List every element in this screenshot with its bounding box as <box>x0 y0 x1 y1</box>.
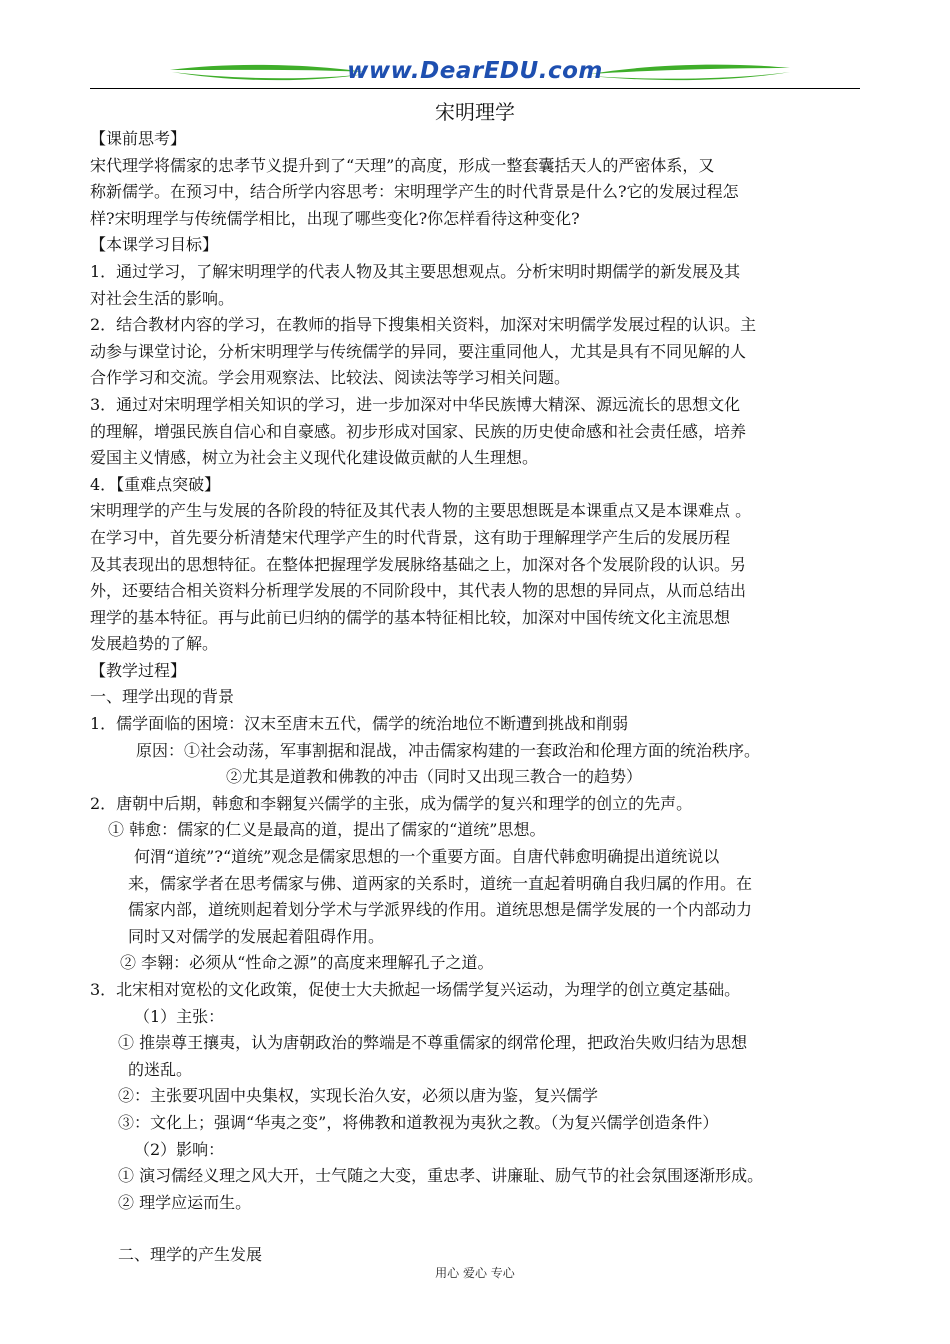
paragraph-line: 动参与课堂讨论，分析宋明理学与传统儒学的异同，要注重同他人，尤其是具有不同见解的人 <box>90 341 747 361</box>
paragraph-line: ② 理学应运而生。 <box>118 1192 252 1212</box>
paragraph-line: 的理解，增强民族自信心和自豪感。初步形成对国家、民族的历史使命感和社会责任感，培养 <box>90 421 747 441</box>
paragraph-line: ② 李翱：必须从“性命之源”的高度来理解孔子之道。 <box>120 953 494 973</box>
paragraph-line: 在学习中，首先要分析清楚宋代理学产生的时代背景，这有助于理解理学产生后的发展历程 <box>90 527 731 547</box>
paragraph-line: 称新儒学。在预习中，结合所学内容思考：宋明理学产生的时代背景是什么?它的发展过程怎 <box>90 182 739 202</box>
paragraph-line: 发展趋势的了解。 <box>90 634 219 654</box>
paragraph-line: 3．通过对宋明理学相关知识的学习，进一步加深对中华民族博大精深、源远流长的思想文化 <box>90 394 741 414</box>
paragraph-line: ① 演习儒经义理之风大开，士气随之大变，重忠孝、讲廉耻、励气节的社会氛围逐渐形成。 <box>118 1166 764 1186</box>
paragraph-line: 的迷乱。 <box>128 1059 193 1079</box>
paragraph-line: 儒家内部，道统则起着划分学术与学派界线的作用。道统思想是儒学发展的一个内部动力 <box>128 900 753 920</box>
blank-line <box>90 1216 865 1242</box>
site-banner <box>90 56 860 90</box>
paragraph-line: 及其表现出的思想特征。在整体把握理学发展脉络基础之上，加深对各个发展阶段的认识。另 <box>90 554 747 574</box>
paragraph-line: 1．通过学习，了解宋明理学的代表人物及其主要思想观点。分析宋明时期儒学的新发展及其 <box>90 261 741 281</box>
subsection-heading: 二、理学的产生发展 <box>118 1245 263 1265</box>
paragraph-line: （2）影响： <box>134 1139 225 1159</box>
paragraph-line: 2．结合教材内容的学习，在教师的指导下搜集相关资料，加深对宋明儒学发展过程的认识。主 <box>90 315 757 335</box>
paragraph-line: ① 推崇尊王攘夷，认为唐朝政治的弊端是不尊重儒家的纲常伦理，把政治失败归结为思想 <box>118 1033 748 1053</box>
subsection-heading: 一、理学出现的背景 <box>90 687 235 707</box>
paragraph-line: 原因：①社会动荡，军事割据和混战，冲击儒家构建的一套政治和伦理方面的统治秩序。 <box>136 740 761 760</box>
paragraph-line: 来，儒家学者在思考儒家与佛、道两家的关系时，道统一直起着明确自我归属的作用。在 <box>128 873 753 893</box>
paragraph-line: 理学的基本特征。再与此前已归纳的儒学的基本特征相比较，加深对中国传统文化主流思想 <box>90 607 731 627</box>
section-heading: 【教学过程】 <box>90 660 187 680</box>
paragraph-line: 1．儒学面临的困境：汉末至唐末五代，儒学的统治地位不断遭到挑战和削弱 <box>90 714 629 734</box>
page-footer: 用心 爱心 专心 <box>435 1266 515 1280</box>
document-body <box>90 126 865 1269</box>
paragraph-line: 何渭“道统”?“道统”观念是儒家思想的一个重要方面。自唐代韩愈明确提出道统说以 <box>134 847 720 867</box>
section-heading: 【本课学习目标】 <box>90 235 219 255</box>
paragraph-line: ① 韩愈：儒家的仁义是最高的道，提出了儒家的“道统”思想。 <box>108 820 546 840</box>
header-rule <box>90 88 860 89</box>
paragraph-line: 爱国主义情感，树立为社会主义现代化建设做贡献的人生理想。 <box>90 448 539 468</box>
section-heading: 4．【重难点突破】 <box>90 474 221 494</box>
paragraph-line: 3．北宋相对宽松的文化政策，促使士大夫掀起一场儒学复兴运动，为理学的创立奠定基础。 <box>90 980 741 999</box>
paragraph-line: ②：主张要巩固中央集权，实现长治久安，必须以唐为鉴，复兴儒学 <box>118 1086 599 1106</box>
paragraph-line: ③：文化上；强调“华夷之变”，将佛教和道教视为夷狄之教。（为复兴儒学创造条件） <box>118 1112 719 1132</box>
paragraph-line: 对社会生活的影响。 <box>90 288 235 308</box>
paragraph-line: 2．唐朝中后期，韩愈和李翱复兴儒学的主张，成为儒学的复兴和理学的创立的先声。 <box>90 793 693 813</box>
site-logo-text[interactable]: www.DearEDU.com <box>347 58 603 84</box>
section-heading: 【课前思考】 <box>90 129 187 148</box>
page-title: 宋明理学 <box>435 100 515 124</box>
paragraph-line: 宋代理学将儒家的忠孝节义提升到了“天理”的高度，形成一整套囊括天人的严密体系，又 <box>90 155 715 175</box>
paragraph-line: 同时又对儒学的发展起着阻碍作用。 <box>128 926 385 946</box>
paragraph-line: 合作学习和交流。学会用观察法、比较法、阅读法等学习相关问题。 <box>90 368 571 388</box>
paragraph-line: （1）主张： <box>134 1006 225 1026</box>
paragraph-line: 宋明理学的产生与发展的各阶段的特征及其代表人物的主要思想既是本课重点又是本课难点 。 <box>90 501 752 521</box>
paragraph-line: ②尤其是道教和佛教的冲击（同时又出现三教合一的趋势） <box>226 767 643 787</box>
paragraph-line: 外，还要结合相关资料分析理学发展的不同阶段中，其代表人物的思想的异同点，从而总结出 <box>90 581 747 601</box>
paragraph-line: 样?宋明理学与传统儒学相比，出现了哪些变化?你怎样看待这种变化? <box>90 208 580 228</box>
